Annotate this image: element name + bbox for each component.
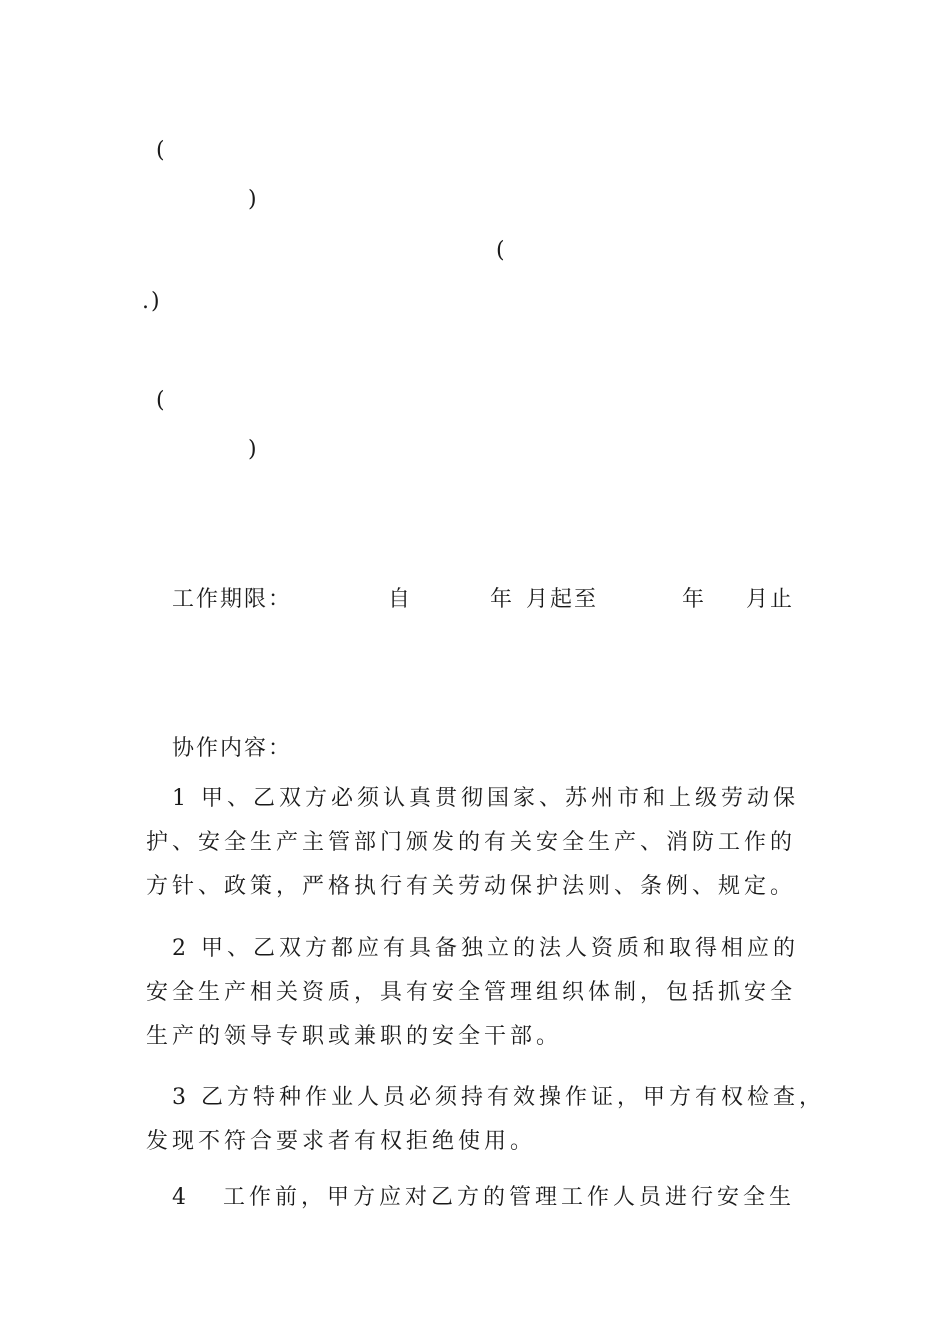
clause-1: [146, 786, 826, 918]
clause-3-line-1: 3 乙方特种作业人员必须持有效操作证，甲方有权检查，: [172, 1085, 825, 1110]
clause-3-line-2: 发现不符合要求者有权拒绝使用。: [146, 1129, 537, 1154]
clause-2-line-1: 2 甲、乙双方都应有具备独立的法人资质和取得相应的: [172, 936, 799, 961]
term-from: 自: [388, 587, 413, 612]
term-label: 工作期限：: [172, 587, 293, 612]
content-heading: 协作内容：: [172, 736, 293, 761]
term-year-start: 年: [490, 587, 515, 612]
clause-2: [146, 936, 826, 1068]
clause-3: [146, 1085, 826, 1173]
party-c-bracket-open: (: [156, 388, 167, 413]
term-month-end: 月止: [746, 587, 795, 612]
clause-1-line-2: 护、安全生产主管部门颁发的有关安全生产、消防工作的: [146, 830, 797, 855]
party-b-bracket-close: .): [142, 289, 162, 314]
party-c-bracket-close: ): [248, 437, 259, 462]
term-month-start: 月起至: [526, 587, 599, 612]
clause-1-line-1: 1 甲、乙双方必须认真贯彻国家、苏州市和上级劳动保: [172, 786, 799, 811]
clause-1-line-3: 方针、政策，严格执行有关劳动保护法则、条例、规定。: [146, 874, 797, 899]
clause-4-line-1: 4 工作前，甲方应对乙方的管理工作人员进行安全生: [172, 1185, 795, 1210]
clause-2-line-3: 生产的领导专职或兼职的安全干部。: [146, 1024, 563, 1049]
term-year-end: 年: [682, 587, 707, 612]
party-b-bracket-open: (: [496, 238, 507, 263]
clause-2-line-2: 安全生产相关资质，具有安全管理组织体制，包括抓安全: [146, 980, 797, 1005]
party-a-bracket-open: (: [156, 138, 167, 163]
party-a-bracket-close: ): [248, 187, 259, 212]
clause-4: [146, 1185, 826, 1229]
